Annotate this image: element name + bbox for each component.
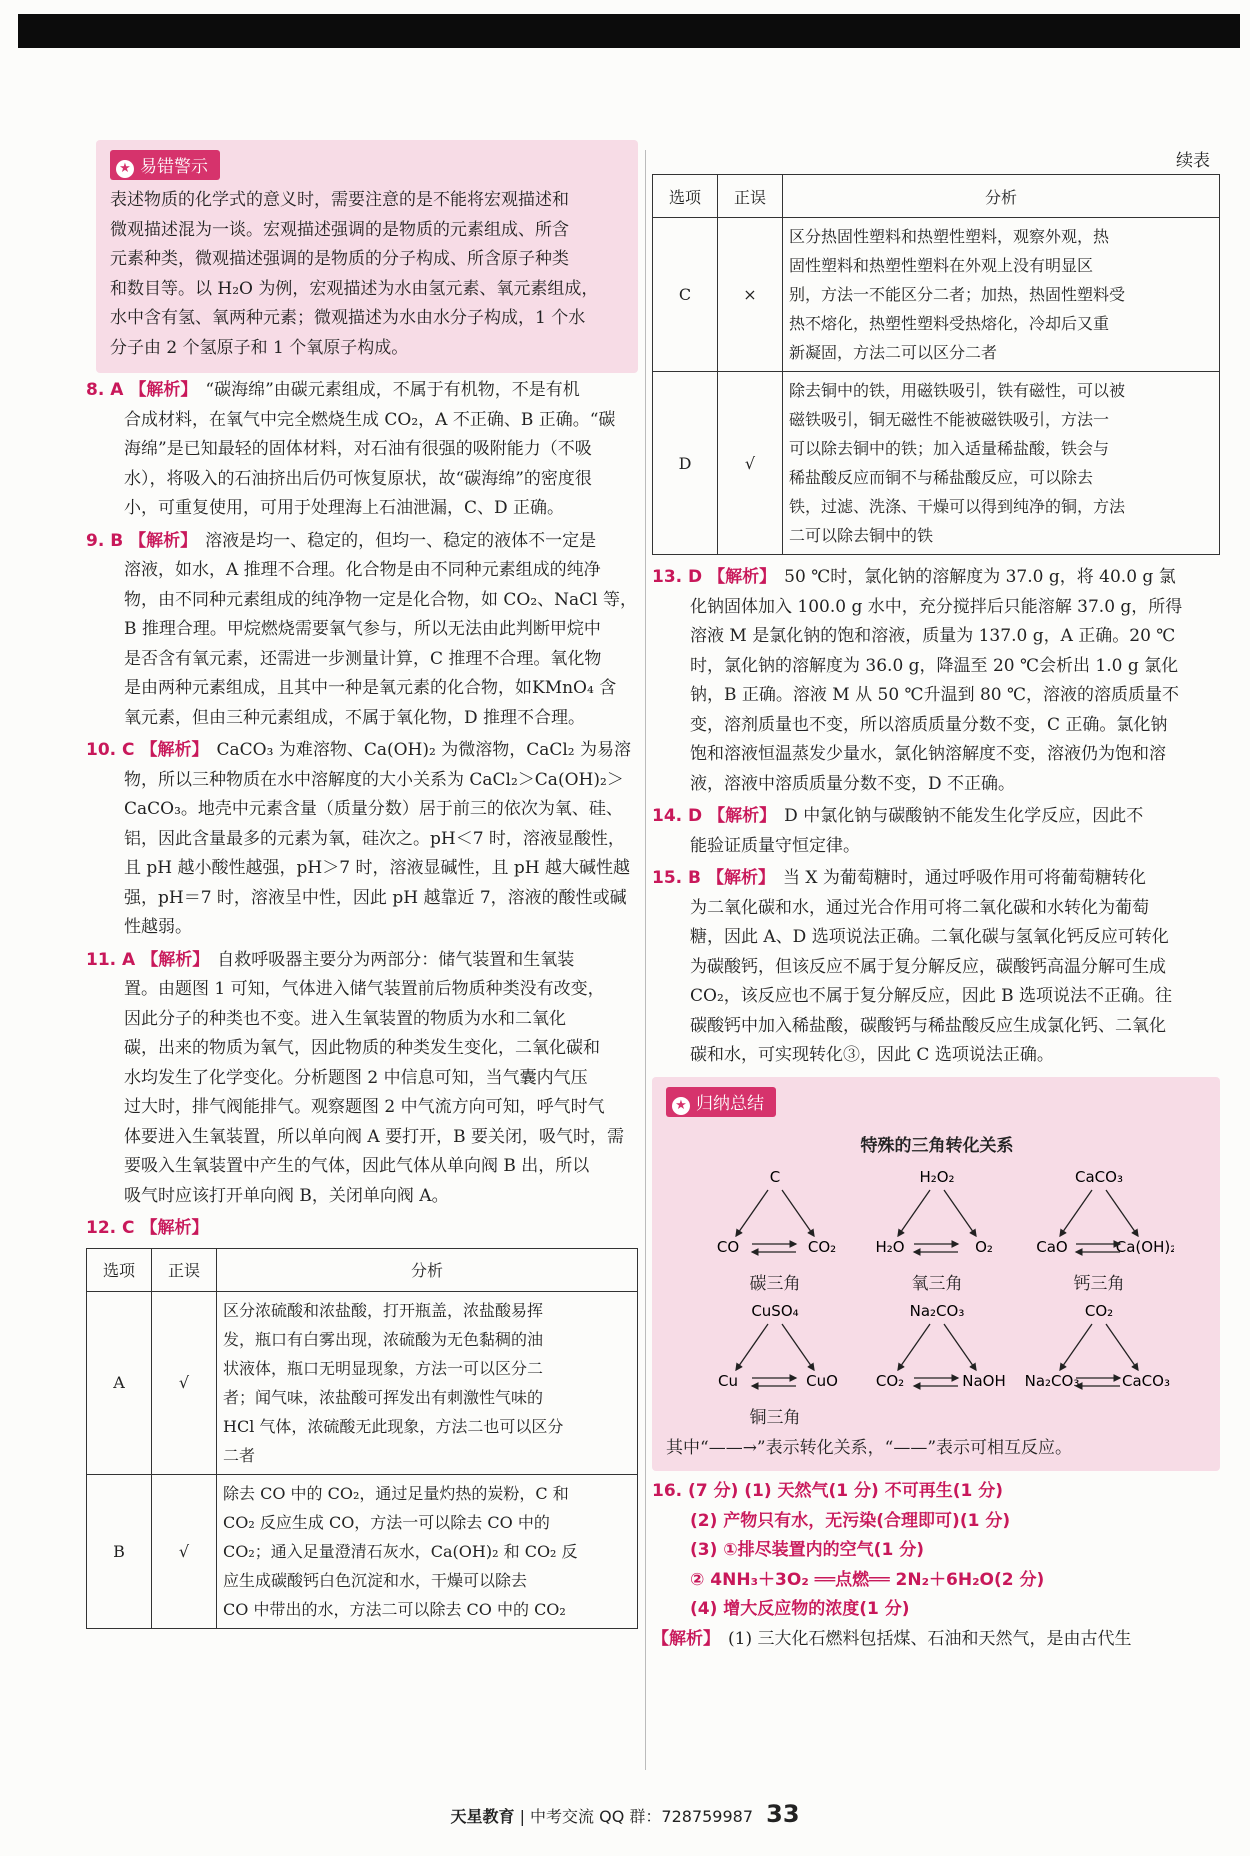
triangle-top: Na₂CO₃ (909, 1301, 965, 1320)
star-icon: ★ (672, 1097, 690, 1115)
table-row (87, 1474, 638, 1628)
summary-note: 其中“——→”表示转化关系，“——”表示可相互反应。 (666, 1437, 1073, 1458)
answer-text: 物，由不同种元素组成的纯净物一定是化合物，如 CO₂、NaCl 等， (124, 589, 638, 610)
answer-line (86, 766, 638, 796)
answer-text: 溶液 M 是氯化钠的饱和溶液，质量为 137.0 g，A 正确。20 ℃ (690, 626, 1176, 646)
triangle-diagram (862, 1164, 1012, 1294)
answer-line (652, 802, 1220, 832)
analysis-line: 稀盐酸反应而铜不与稀盐酸反应，可以除去 (789, 468, 1094, 487)
question-9 (86, 527, 638, 734)
summary-box (652, 1077, 1220, 1472)
answer-text: 水），将吸入的石油挤出后仍可恢复原状，故“碳海绵”的密度很 (124, 468, 592, 489)
answer-text: CaCO₃ 为难溶物、Ca(OH)₂ 为微溶物，CaCl₂ 为易溶 (216, 740, 632, 760)
answer-line (652, 593, 1220, 623)
judgement-cell: √ (152, 1291, 217, 1474)
answer-line (652, 864, 1220, 894)
analysis-line: HCl 气体，浓硫酸无此现象，方法二也可以区分 (223, 1416, 564, 1436)
answer-text: 变，溶剂质量也不变，所以溶质质量分数不变，C 正确。氯化钠 (690, 714, 1168, 735)
judgement-cell: √ (152, 1474, 217, 1628)
arrow (1060, 1190, 1092, 1236)
answer-text: 氧元素，但由三种元素组成，不属于氧化物，D 推理不合理。 (124, 707, 586, 728)
answer-line (652, 681, 1220, 711)
triangle-svg (862, 1164, 1012, 1264)
answer-line (86, 1152, 638, 1182)
analysis-label: 【解析】 (141, 949, 210, 970)
answer-text: 碳酸钙中加入稀盐酸，碳酸钙与稀盐酸反应生成氯化钙、二氧化 (690, 1015, 1166, 1036)
warning-line: 微观描述混为一谈。宏观描述强调的是物质的元素组成、所含 (110, 219, 569, 240)
triangle-left: CO (716, 1237, 740, 1256)
analysis-line: 别，方法一不能区分二者；加热，热固性塑料受 (789, 285, 1126, 304)
answer-line (86, 465, 638, 495)
summary-tag: ★ 归纳总结 (666, 1087, 776, 1117)
answer-line (652, 770, 1220, 800)
analysis-line: 应生成碳酸钙白色沉淀和水，干燥可以除去 (223, 1570, 528, 1590)
analysis-cell (783, 218, 1220, 372)
answer-text: 化钠固体加入 100.0 g 水中，充分搅拌后只能溶解 37.0 g，所得 (690, 596, 1183, 617)
q16-answer: (2) 产物只有水，无污染(合理即可)(1 分) (690, 1510, 1011, 1531)
answer-text: CaCO₃。地壳中元素含量（质量分数）居于前三的依次为氧、硅、 (124, 799, 623, 819)
answer-line (86, 795, 638, 825)
triangle-svg (862, 1298, 1012, 1398)
triangle-top: CuSO₄ (751, 1301, 799, 1320)
answer-line (86, 556, 638, 586)
answer-line (652, 1041, 1220, 1071)
warning-line: 和数目等。以 H₂O 为例，宏观描述为水由氢元素、氧元素组成， (110, 278, 599, 299)
triangle-right: CaCO₃ (1122, 1371, 1170, 1390)
answer-text: 因此分子的种类也不变。进入生氧装置的物质为水和二氧化 (124, 1008, 566, 1029)
answer-line (86, 674, 638, 704)
question-16: 16. (7 分) (1) 天然气(1 分) 不可再生(1 分) (2) 产物只有水，无污染(合理即可)(1 分) (3) ①排尽装置内的空气(1 分) ② 4NH₃＋3O₂ ══点燃══ 2N₂＋6H₂O(2 分) (4) 增大反应物的浓度(1 分) 【解析】 (1) 三大化石燃料包括煤、石油和天然气，是由古代生 (652, 1477, 1220, 1654)
analysis-line: 固性塑料和热塑性塑料在外观上没有明显区 (789, 256, 1094, 275)
analysis-line: 区分浓硫酸和浓盐酸，打开瓶盖，浓盐酸易挥 (223, 1300, 544, 1320)
q16-line (652, 1566, 1220, 1596)
answer-line (652, 711, 1220, 741)
triangle-diagrams (666, 1162, 1208, 1430)
answer-text: D 中氯化钠与碳酸钠不能发生化学反应，因此不 (784, 806, 1144, 826)
answer-line (652, 832, 1220, 862)
analysis-label: 【解析】 (708, 567, 777, 587)
continued-label: 续表 (1176, 151, 1210, 171)
question-number: 11. A (86, 949, 136, 970)
analysis-line: 磁铁吸引，铜无磁性不能被磁铁吸引，方法一 (789, 410, 1110, 429)
answer-line (86, 527, 638, 557)
question-number: 14. D (652, 806, 703, 826)
warning-line: 水中含有氢、氧两种元素；微观描述为水由水分子构成，1 个水 (110, 308, 586, 328)
triangle-diagram (700, 1298, 850, 1428)
arrow (1106, 1190, 1138, 1236)
answer-text: B 推理合理。甲烷燃烧需要氧气参与，所以无法由此判断甲烷中 (124, 619, 601, 639)
answer-text: 物，所以三种物质在水中溶解度的大小关系为 CaCl₂＞Ca(OH)₂＞ (124, 769, 624, 790)
question-number: 10. C (86, 740, 135, 760)
option-cell: A (87, 1291, 152, 1474)
analysis-cell (217, 1291, 638, 1474)
triangle-name: 氧三角 (911, 1273, 963, 1294)
answer-text: 且 pH 越小酸性越强，pH＞7 时，溶液显碱性，且 pH 越大碱性越 (124, 858, 630, 878)
answer-text: 液，溶液中溶质质量分数不变，D 不正确。 (690, 773, 1016, 794)
warning-line: 分子由 2 个氢原子和 1 个氧原子构成。 (110, 337, 409, 358)
triangle-diagram (1024, 1298, 1174, 1428)
answer-text: 吸气时应该打开单向阀 B，关闭单向阀 A。 (124, 1185, 449, 1206)
answer-line (86, 494, 638, 524)
arrow (898, 1324, 930, 1370)
q16-line (652, 1595, 1220, 1625)
analysis-line: 除去铜中的铁，用磁铁吸引，铁有磁性，可以被 (789, 381, 1126, 400)
triangle-diagram (1024, 1164, 1174, 1294)
answer-text: 为碳酸钙，但该反应不属于复分解反应，碳酸钙高温分解可生成 (690, 956, 1166, 977)
arrow (944, 1324, 976, 1370)
answer-line (86, 406, 638, 436)
analysis-line: 除去 CO 中的 CO₂，通过足量灼热的炭粉，C 和 (223, 1483, 569, 1503)
triangle-left: Cu (718, 1371, 738, 1390)
judgement-cell: √ (718, 372, 783, 555)
question-number: 9. B (86, 530, 124, 551)
arrow (1106, 1324, 1138, 1370)
analysis-line: CO 中带出的水，方法二可以除去 CO 中的 CO₂ (223, 1599, 566, 1619)
answer-text: 性越弱。 (124, 917, 192, 937)
question-12: 12. C 【解析】 (86, 1218, 209, 1238)
question-number: 8. A (86, 380, 124, 400)
analysis-line: 状液体，瓶口无明显现象，方法一可以区分二 (223, 1358, 544, 1378)
triangle-name: 钙三角 (1073, 1273, 1125, 1294)
triangle-left: CaO (1036, 1237, 1068, 1256)
answer-text: 自救呼吸器主要分为两部分：储气装置和生氧装 (217, 949, 575, 970)
q16-answer: (7 分) (1) 天然气(1 分) 不可再生(1 分) (688, 1481, 1004, 1501)
judgement-cell: × (718, 218, 783, 372)
answer-line (652, 1012, 1220, 1042)
question-11 (86, 946, 638, 1212)
answer-line (86, 884, 638, 914)
warning-text (110, 186, 626, 363)
question-number: 15. B (652, 868, 701, 888)
triangle-top: H₂O₂ (919, 1167, 955, 1186)
answer-text: 碳和水，可实现转化③，因此 C 选项说法正确。 (690, 1045, 1054, 1065)
triangle-left: Na₂CO₃ (1024, 1371, 1080, 1390)
warning-line: 元素种类，微观描述强调的是物质的分子构成、所含原子种类 (110, 249, 569, 269)
triangle-name: 铜三角 (749, 1407, 801, 1428)
answer-text: 合成材料，在氧气中完全燃烧生成 CO₂，A 不正确、B 正确。“碳 (124, 409, 616, 430)
triangle-top: CO₂ (1084, 1301, 1114, 1320)
top-black-bar (18, 14, 1240, 48)
triangle-diagram (700, 1164, 850, 1294)
answer-line (652, 894, 1220, 924)
triangle-diagram (862, 1298, 1012, 1428)
answer-line (86, 975, 638, 1005)
answer-text: 水均发生了化学变化。分析题图 2 中信息可知，当气囊内气压 (124, 1067, 588, 1088)
answer-line (86, 1093, 638, 1123)
triangle-left: CO₂ (875, 1371, 905, 1390)
answer-line (652, 923, 1220, 953)
answer-line (86, 736, 638, 766)
table-row (653, 218, 1220, 372)
q16-answer: ② 4NH₃＋3O₂ ══点燃══ 2N₂＋6H₂O(2 分) (690, 1569, 1045, 1590)
answer-line (86, 615, 638, 645)
question-10 (86, 736, 638, 943)
triangle-svg (1024, 1164, 1174, 1264)
answer-text: 溶液，如水，A 推理不合理。化合物是由不同种元素组成的纯净 (124, 560, 601, 580)
answer-line (86, 946, 638, 976)
question-number: 13. D (652, 567, 703, 587)
analysis-line: 发，瓶口有白雾出现，浓硫酸为无色黏稠的油 (223, 1329, 544, 1349)
answer-text: 为二氧化碳和水，通过光合作用可将二氧化碳和水转化为葡萄 (690, 897, 1149, 918)
warning-tag: ★ 易错警示 (110, 150, 220, 180)
analysis-line: 热不熔化，热塑性塑料受热熔化，冷却后又重 (789, 314, 1110, 333)
answer-text: “碳海绵”由碳元素组成，不属于有机物，不是有机 (205, 380, 580, 400)
analysis-label: 【解析】 (140, 740, 209, 760)
question-13 (652, 563, 1220, 799)
analysis-label: 【解析】 (129, 530, 198, 551)
question-15 (652, 864, 1220, 1071)
option-cell: D (653, 372, 718, 555)
triangle-top: CaCO₃ (1075, 1167, 1123, 1186)
arrow (736, 1190, 768, 1236)
arrow (782, 1324, 814, 1370)
analysis-label: 【解析】 (129, 380, 198, 400)
triangle-svg (700, 1298, 850, 1398)
analysis-line: CO₂；通入足量澄清石灰水，Ca(OH)₂ 和 CO₂ 反 (223, 1541, 578, 1561)
answer-text: 时，氯化钠的溶解度为 36.0 g，降温至 20 ℃会析出 1.0 g 氯化 (690, 655, 1179, 676)
answer-text: 溶液是均一、稳定的，但均一、稳定的液体不一定是 (205, 530, 597, 551)
answer-text: 当 X 为葡萄糖时，通过呼吸作用可将葡萄糖转化 (783, 868, 1146, 888)
triangle-name: 碳三角 (749, 1273, 801, 1294)
analysis-table-part1: 选项 正误 分析 A √ 区分浓硫酸和浓盐酸，打开瓶盖，浓盐酸易挥 发，瓶口有白雾出现，浓硫酸为无色黏稠的油 状液体，瓶口无明显现象，方法一可以区分二 者；闻气味，浓盐酸可挥发出有刺激性气味的 HCl 气体，浓硫酸无此现象，方法二也可以区分 二者 B √ 除去 CO 中的 CO₂，通过足量灼热的炭粉，C 和 CO₂ 反应生成 CO，方法一可以除去 CO 中的 CO₂；通入足量澄清石灰水，Ca(OH)₂ 和 CO₂ 反 应生成碳酸钙白色沉淀和水，干燥可以除去 CO 中带出的水，方法二可以除去 CO 中的 CO₂ (86, 1248, 638, 1629)
arrow (944, 1190, 976, 1236)
analysis-label: 【解析】 (708, 806, 777, 826)
answer-text: 体要进入生氧装置，所以单向阀 A 要打开，B 要关闭，吸气时，需 (124, 1126, 624, 1147)
triangle-right: CuO (806, 1371, 838, 1390)
analysis-cell (783, 372, 1220, 555)
analysis-line: 可以除去铜中的铁；加入适量稀盐酸，铁会与 (789, 439, 1110, 458)
option-cell: C (653, 218, 718, 372)
triangle-top: C (769, 1167, 781, 1186)
answer-line (86, 435, 638, 465)
answer-text: 是否含有氧元素，还需进一步测量计算，C 推理不合理。氧化物 (124, 648, 602, 669)
answer-text: 过大时，排气阀能排气。观察题图 2 中气流方向可知，呼气时气 (124, 1097, 605, 1117)
option-cell: B (87, 1474, 152, 1628)
triangle-svg (700, 1164, 850, 1264)
analysis-label: 【解析】 (707, 868, 775, 888)
answer-line (86, 854, 638, 884)
answer-line (652, 622, 1220, 652)
answer-text: 能验证质量守恒定律。 (690, 835, 860, 856)
analysis-line: CO₂ 反应生成 CO，方法一可以除去 CO 中的 (223, 1512, 550, 1532)
answer-line (86, 1005, 638, 1035)
triangle-left: H₂O (875, 1237, 905, 1256)
page-footer: 天星教育 | 中考交流 QQ 群：728759987 33 (450, 1800, 800, 1828)
answer-text: 铝，因此含量最多的元素为氧，硅次之。pH＜7 时，溶液显酸性， (124, 828, 625, 849)
q16-line (652, 1477, 1220, 1507)
answer-text: 强，pH＝7 时，溶液呈中性，因此 pH 越靠近 7，溶液的酸性或碱 (124, 887, 627, 908)
triangle-right: O₂ (975, 1237, 993, 1256)
table-row (87, 1291, 638, 1474)
answer-line (652, 953, 1220, 983)
answer-line (86, 645, 638, 675)
triangle-right: CO₂ (807, 1237, 837, 1256)
triangle-right: NaOH (962, 1371, 1006, 1390)
q16-line (652, 1507, 1220, 1537)
question-number: 16. (652, 1481, 689, 1501)
analysis-cell (217, 1474, 638, 1628)
answer-text: 是由两种元素组成，且其中一种是氧元素的化合物，如KMnO₄ 含 (124, 678, 617, 698)
q16-answer: (3) ①排尽装置内的空气(1 分) (690, 1540, 924, 1560)
warning-box (96, 140, 638, 373)
question-8 (86, 376, 638, 524)
answer-text: 饱和溶液恒温蒸发少量水，氯化钠溶解度不变，溶液仍为饱和溶 (690, 744, 1166, 764)
answer-line (652, 563, 1220, 593)
answer-text: 碳，出来的物质为氧气，因此物质的种类发生变化，二氧化碳和 (124, 1038, 600, 1058)
answer-line (652, 982, 1220, 1012)
answer-text: 小，可重复使用，可用于处理海上石油泄漏，C、D 正确。 (124, 498, 565, 518)
answer-line (86, 704, 638, 734)
analysis-line: 区分热固性塑料和热塑性塑料，观察外观，热 (789, 227, 1110, 246)
summary-title: 特殊的三角转化关系 (860, 1135, 1014, 1156)
arrow (898, 1190, 930, 1236)
analysis-line: 二可以除去铜中的铁 (789, 526, 934, 545)
answer-line (652, 740, 1220, 770)
answer-line (86, 825, 638, 855)
triangle-right: Ca(OH)₂ (1115, 1237, 1174, 1256)
star-icon: ★ (116, 160, 134, 178)
arrow (736, 1324, 768, 1370)
arrow (782, 1190, 814, 1236)
answer-line (652, 652, 1220, 682)
q16-answer: (4) 增大反应物的浓度(1 分) (690, 1599, 910, 1619)
analysis-table-part2: 选项 正误 分析 C × 区分热固性塑料和热塑性塑料，观察外观，热 固性塑料和热塑性塑料在外观上没有明显区 别，方法一不能区分二者；加热，热固性塑料受 热不熔化，热塑性塑料受热熔化，冷却后又重 新凝固，方法二可以区分二者 D √ 除去铜中的铁，用磁铁吸引，铁有磁性，可以被 磁铁吸引，铜无磁性不能被磁铁吸引，方法一 可以除去铜中的铁；加入适量稀盐酸，铁会与 稀盐酸反应而铜不与稀盐酸反应，可以除去 铁，过滤、洗涤、干燥可以得到纯净的铜，方法 二可以除去铜中的铁 (652, 174, 1220, 555)
arrow (1060, 1324, 1092, 1370)
analysis-line: 二者 (223, 1445, 256, 1465)
column-divider (645, 150, 646, 1770)
answer-line (86, 1034, 638, 1064)
left-column (86, 140, 638, 1629)
analysis-line: 铁，过滤、洗涤、干燥可以得到纯净的铜，方法 (789, 497, 1126, 516)
analysis-line: 者；闻气味，浓盐酸可挥发出有刺激性气味的 (223, 1387, 544, 1407)
answer-line (86, 1182, 638, 1212)
answer-line (86, 1123, 638, 1153)
question-14 (652, 802, 1220, 861)
answer-line (86, 913, 638, 943)
warning-line: 表述物质的化学式的意义时，需要注意的是不能将宏观描述和 (110, 190, 569, 210)
page-number: 33 (766, 1800, 800, 1828)
right-column (652, 150, 1220, 1654)
answer-text: 钠，B 正确。溶液 M 从 50 ℃升温到 80 ℃，溶液的溶质质量不 (690, 685, 1180, 705)
answer-line (86, 1064, 638, 1094)
answer-text: 50 ℃时，氯化钠的溶解度为 37.0 g，将 40.0 g 氯 (784, 567, 1176, 587)
answer-text: 糖，因此 A、D 选项说法正确。二氧化碳与氢氧化钙反应可转化 (690, 927, 1169, 947)
q16-line (652, 1536, 1220, 1566)
analysis-line: 新凝固，方法二可以区分二者 (789, 343, 998, 362)
answer-line (86, 376, 638, 406)
answer-text: 置。由题图 1 可知，气体进入储气装置前后物质种类没有改变， (124, 979, 605, 999)
answer-text: 要吸入生氧装置中产生的气体，因此气体从单向阀 B 出，所以 (124, 1156, 590, 1176)
table-row (653, 372, 1220, 555)
answer-text: 海绵”是已知最轻的固体材料，对石油有很强的吸附能力（不吸 (124, 439, 592, 459)
answer-line (86, 586, 638, 616)
triangle-svg (1024, 1298, 1174, 1398)
answer-text: CO₂，该反应也不属于复分解反应，因此 B 选项说法不正确。往 (690, 986, 1173, 1006)
